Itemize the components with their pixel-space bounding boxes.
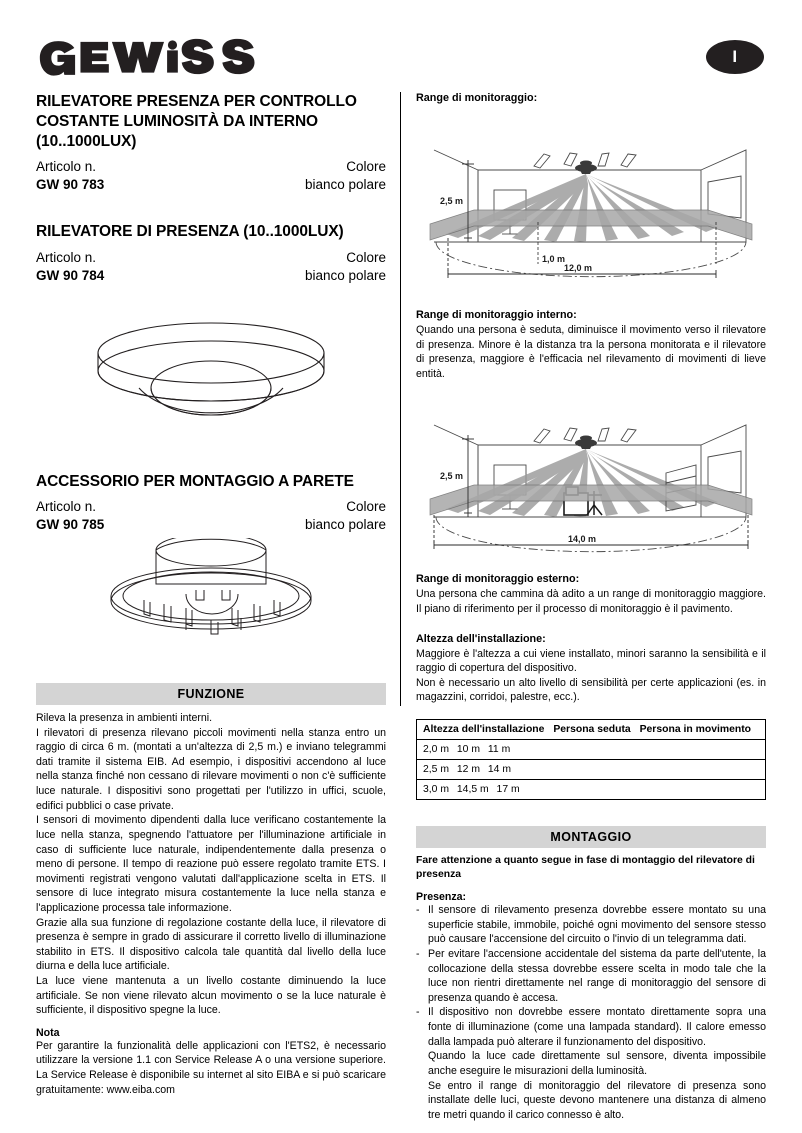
product-title: ACCESSORIO PER MONTAGGIO A PARETE	[36, 472, 354, 490]
row-1-col-2: 14 m	[487, 764, 511, 776]
colour-value: bianco polare	[304, 267, 386, 283]
indoor-inner-label: 1,0 m	[542, 254, 566, 264]
table-cell	[417, 780, 766, 800]
row-0-col-1: 10 m	[456, 744, 480, 756]
list-item-text: Per evitare l'accensione accidentale del sistema da parte dell'utente, la collocazione della stessa dovrebbe essere scelta in modo tale che la luce non rientri direttamente nel range di monitoraggio del sensore di presenza quando è accesa.	[428, 948, 766, 1004]
product-title: RILEVATORE PRESENZA PER CONTROLLO COSTANTE LUMINOSITÀ DA INTERNO (10..1000LUX)	[36, 93, 357, 150]
installation-height-text-1: Maggiore è l'altezza a cui viene installato, minori saranno la sensibilità e il raggio di copertura del dispositivo.	[416, 647, 766, 675]
outdoor-height-label: 2,5 m	[440, 471, 464, 482]
page-header	[36, 36, 766, 88]
row-1-col-1: 12 m	[456, 764, 480, 776]
article-row	[36, 498, 386, 516]
montaggio-list	[416, 903, 766, 1049]
montaggio-trailing-paragraph: Se entro il range di monitoraggio del rilevatore di presenza sono installate delle luci, queste devono mantenere una distanza di almeno tre metri quando il carico connesso è alto.	[428, 1079, 766, 1121]
list-item-text: Il sensore di rilevamento presenza dovrebbe essere montato su una superficie stabile, immobile, poiché ogni movimento del sensore stesso può causare l'accensione del circuito o l'invio di un telegramma dati.	[428, 904, 766, 946]
article-row	[36, 249, 386, 267]
nota-heading: Nota	[36, 1026, 60, 1039]
table-header-row	[417, 720, 766, 740]
dash-bullet: -	[416, 904, 420, 917]
row-2-col-1: 14,5 m	[456, 784, 489, 796]
row-1-col-0: 2,5 m	[423, 764, 449, 776]
colour-value: bianco polare	[304, 517, 386, 533]
row-0-col-2: 11 m	[487, 744, 511, 756]
montaggio-sub-heading: Presenza:	[416, 891, 467, 904]
product-block-gw90785	[36, 472, 386, 534]
article-value-row	[36, 516, 386, 534]
dash-bullet: -	[416, 948, 420, 961]
outdoor-width-label: 14,0 m	[568, 534, 597, 545]
left-column	[36, 92, 386, 1097]
product-block-gw90784	[36, 222, 386, 284]
monitoring-range-indoor-diagram	[416, 114, 766, 299]
article-label: Articolo n.	[36, 499, 97, 515]
table-cell	[417, 760, 766, 780]
article-code: GW 90 784	[36, 267, 105, 283]
funzione-paragraph: I sensori di movimento dipendenti dalla luce verificano costantemente la luce nella stanza, spegnendo l'attuatore per l'illuminazione artificiale in caso di sufficiente luce naturale, indipendentemente dalla presenza o meno di persone. Il tempo di reazione può essere regolato tramite ETS. I movimenti registrati vengono valutati dall'applicazione scelta in ETS. Il sensore di luce integrato misura costantemente la luce nella stanza e l'applicazione processa tale informazione.	[36, 814, 386, 914]
colour-label: Colore	[346, 249, 386, 265]
funzione-section-header: FUNZIONE	[36, 683, 386, 705]
list-item	[416, 1005, 766, 1049]
table-header-cell	[417, 720, 766, 740]
list-item-text: Il dispositivo non dovrebbe essere montato direttamente sopra una fonte di illuminazione (come una lampada standard). Il calore emesso dalla lampada può alterare il funzionamento del dispositivo.	[428, 1006, 766, 1048]
row-2-col-0: 3,0 m	[423, 784, 449, 796]
indoor-range-heading: Range di monitoraggio interno:	[416, 309, 577, 321]
monitoring-range-label: Range di monitoraggio:	[416, 92, 538, 104]
colour-value: bianco polare	[304, 177, 386, 193]
outdoor-range-heading: Range di monitoraggio esterno:	[416, 573, 580, 586]
installation-height-text-2: Non è necessario un alto livello di sensibilità per certe applicazioni (es. in magazzini, corridoi, palestre, ecc.).	[416, 676, 766, 704]
monitoring-range-outdoor-diagram	[416, 395, 766, 567]
indoor-width-label: 12,0 m	[564, 263, 593, 273]
product-title: RILEVATORE DI PRESENZA (10..1000LUX)	[36, 223, 344, 241]
article-value-row	[36, 176, 386, 194]
article-value-row	[36, 267, 386, 285]
colour-label: Colore	[346, 499, 386, 515]
nota-text: Per garantire la funzionalità delle applicazioni con l'ETS2, è necessario utilizzare la versione 1.1 con Service Release A o una versione superiore. La Service Release è disponibile su internet al sito EIBA e si può scaricare gratuitamente: www.eiba.com	[36, 1039, 386, 1096]
montaggio-section-header: MONTAGGIO	[416, 826, 766, 848]
table-row	[417, 760, 766, 780]
article-code: GW 90 785	[36, 517, 105, 533]
list-item	[416, 947, 766, 1005]
table-header-col-2: Persona in movimento	[639, 724, 752, 736]
right-column	[416, 92, 766, 1122]
list-item	[416, 903, 766, 947]
language-badge: I	[706, 40, 764, 74]
outdoor-range-text: Una persona che cammina dà adito a un range di monitoraggio maggiore. Il piano di riferimento per il processo di monitoraggio è il pavimento.	[416, 588, 766, 616]
row-2-col-2: 17 m	[496, 784, 520, 796]
funzione-paragraph: Rileva la presenza in ambienti interni.	[36, 712, 213, 725]
article-label: Articolo n.	[36, 249, 97, 265]
table-cell	[417, 740, 766, 760]
installation-height-heading: Altezza dell'installazione:	[416, 632, 546, 645]
colour-label: Colore	[346, 159, 386, 175]
table-header-col-1: Persona seduta	[553, 724, 631, 736]
funzione-body	[36, 711, 386, 1018]
product-block-gw90783	[36, 92, 386, 194]
dash-bullet: -	[416, 1006, 420, 1019]
funzione-paragraph: Grazie alla sua funzione di regolazione costante della luce, il rilevatore di presenza è sempre in grado di assicurare il corretto livello di illuminazione stabilito in ETS. Il dispositivo calcola tale quantità dal livello della luce diurna e della luce artificiale.	[36, 916, 386, 973]
indoor-range-text: Quando una persona è seduta, diminuisce il movimento verso il rilevatore di presenza. Minore è la distanza tra la persona monitorata e il rilevatore di presenza, maggiore è l'efficacia nel rilevamento di movimenti di lieve entità.	[416, 324, 766, 380]
indoor-height-label: 2,5 m	[440, 196, 464, 206]
montaggio-trailing-paragraph: Quando la luce cade direttamente sul sensore, diventa impossibile anche eseguire le misurazioni della luminosità.	[428, 1050, 766, 1077]
installation-height-table	[416, 719, 766, 800]
table-row	[417, 780, 766, 800]
article-code: GW 90 783	[36, 177, 105, 193]
gewiss-logo	[36, 38, 266, 78]
ceiling-detector-illustration	[36, 291, 386, 456]
wall-mount-accessory-illustration	[36, 538, 386, 671]
article-row	[36, 158, 386, 176]
montaggio-intro: Fare attenzione a quanto segue in fase di montaggio del rilevatore di presenza	[416, 855, 755, 881]
column-divider	[400, 92, 401, 706]
row-0-col-0: 2,0 m	[423, 744, 449, 756]
table-row	[417, 740, 766, 760]
table-header-col-0: Altezza dell'installazione	[423, 724, 545, 736]
funzione-paragraph: I rilevatori di presenza rilevano piccoli movimenti nella stanza entro un raggio di circa 6 m. (montati a un'altezza di 2,5 m.) e inviano telegrammi dati tramite il sistema EIB. Ad esempio, i dispositivi accendono al luce nella stanza finché non cessano di rilevare movimenti o non c'è sufficiente luce naturale. I dispositivi sono progettati per l'utilizzo in uffici, scuole, edifici pubblici o case private.	[36, 726, 386, 812]
article-label: Articolo n.	[36, 159, 97, 175]
funzione-paragraph: La luce viene mantenuta a un livello costante diminuendo la luce artificiale. Se non viene rilevato alcun movimento o se la luce naturale è sufficiente, il dispositivo spegne la luce.	[36, 974, 386, 1017]
